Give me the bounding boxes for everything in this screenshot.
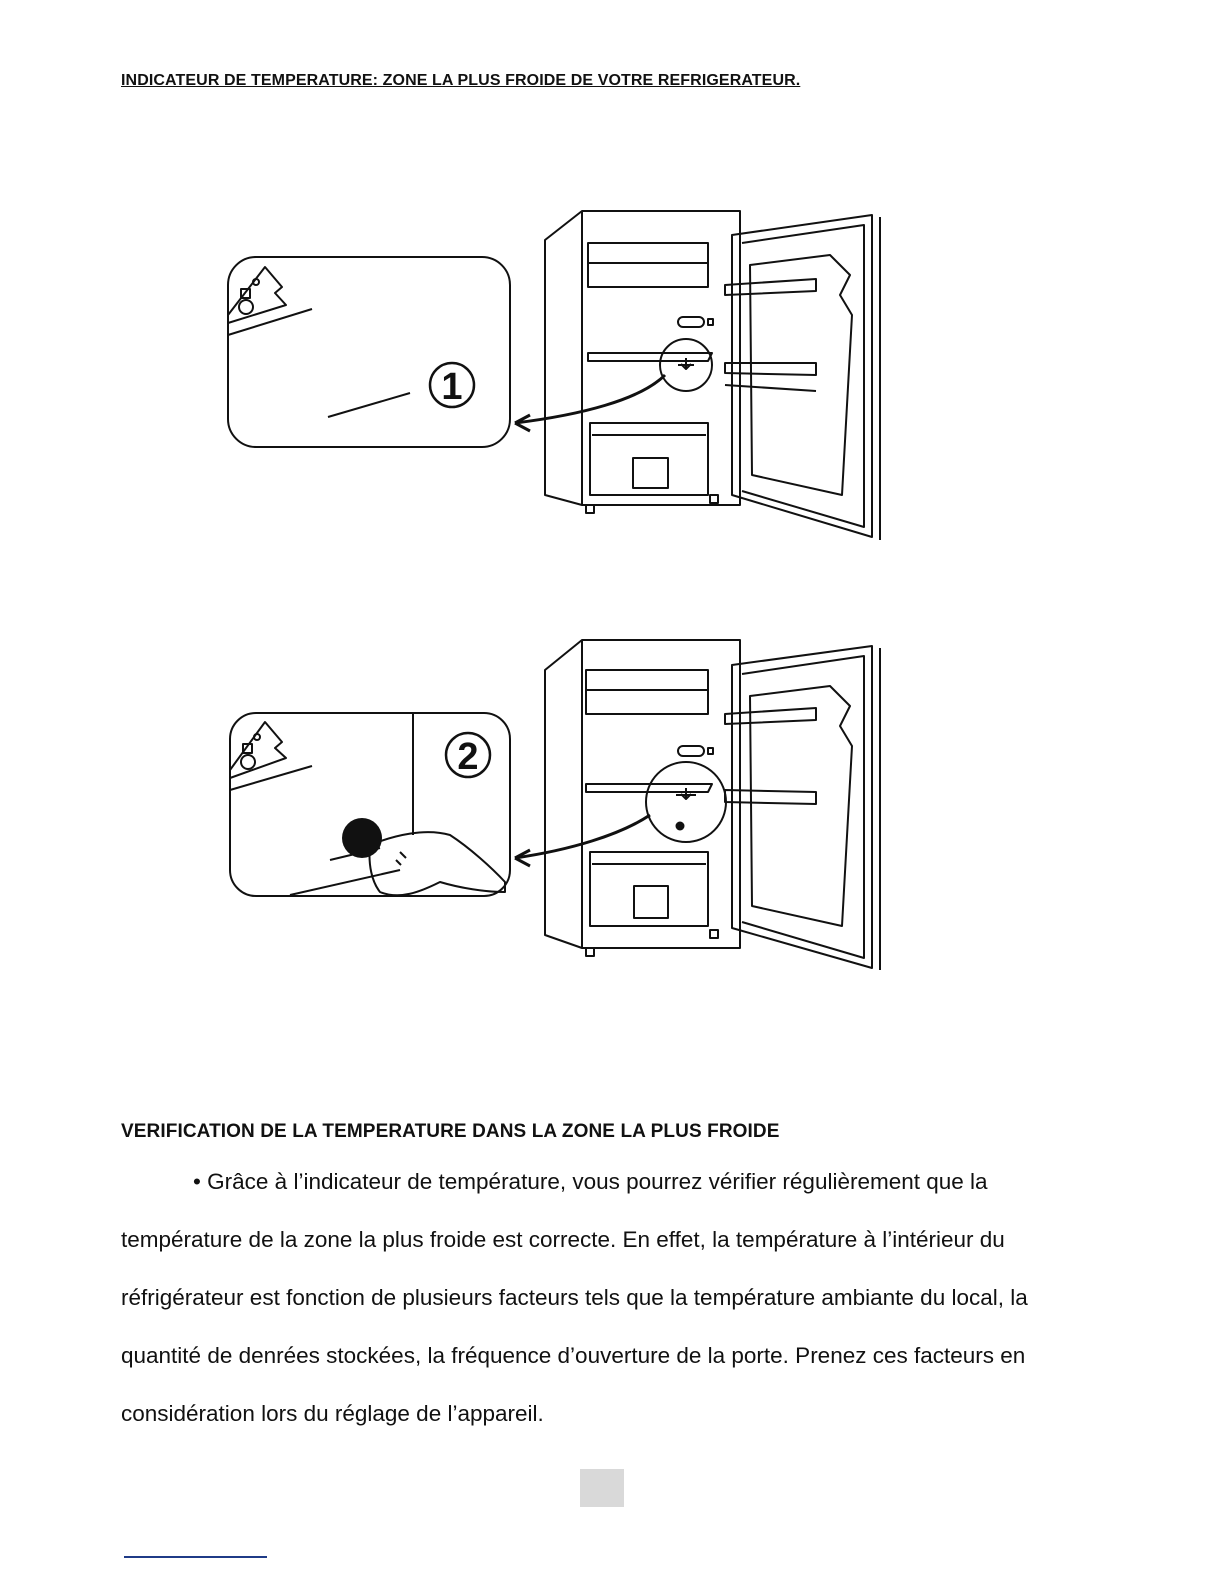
figure-refrigerator-step-1: [220, 195, 900, 560]
footer-rule: [124, 1556, 267, 1558]
bullet: •: [193, 1169, 201, 1194]
step-number-1: 1: [441, 366, 463, 408]
paragraph-text: Grâce à l’indicateur de température, vous pourrez vérifier régulièrement que la température de la zone la plus froide est correcte. En effet, la température à l’intérieur du réfrigérateur est fonction de plusieurs facteurs tels que la température ambiante du local, la quantité de denrées stockées, la fréquence d’ouverture de la porte. Prenez ces facteurs en considération lors du réglage de l’appareil.: [121, 1169, 1028, 1426]
indicator-dot: [676, 822, 685, 831]
body-paragraph: [121, 1153, 1101, 1443]
indicator-dot-pressed: [342, 818, 382, 858]
page-heading-temperature-indicator: INDICATEUR DE TEMPERATURE: ZONE LA PLUS FROIDE DE VOTRE REFRIGERATEUR.: [121, 72, 801, 89]
step-number-2: 2: [457, 736, 479, 778]
step-badge-1: [430, 363, 474, 408]
figure-refrigerator-step-2: [220, 630, 900, 980]
page-number-box: [580, 1469, 624, 1507]
step-badge-2: [446, 733, 490, 778]
section-heading-verification: VERIFICATION DE LA TEMPERATURE DANS LA ZONE LA PLUS FROIDE: [121, 1121, 780, 1142]
